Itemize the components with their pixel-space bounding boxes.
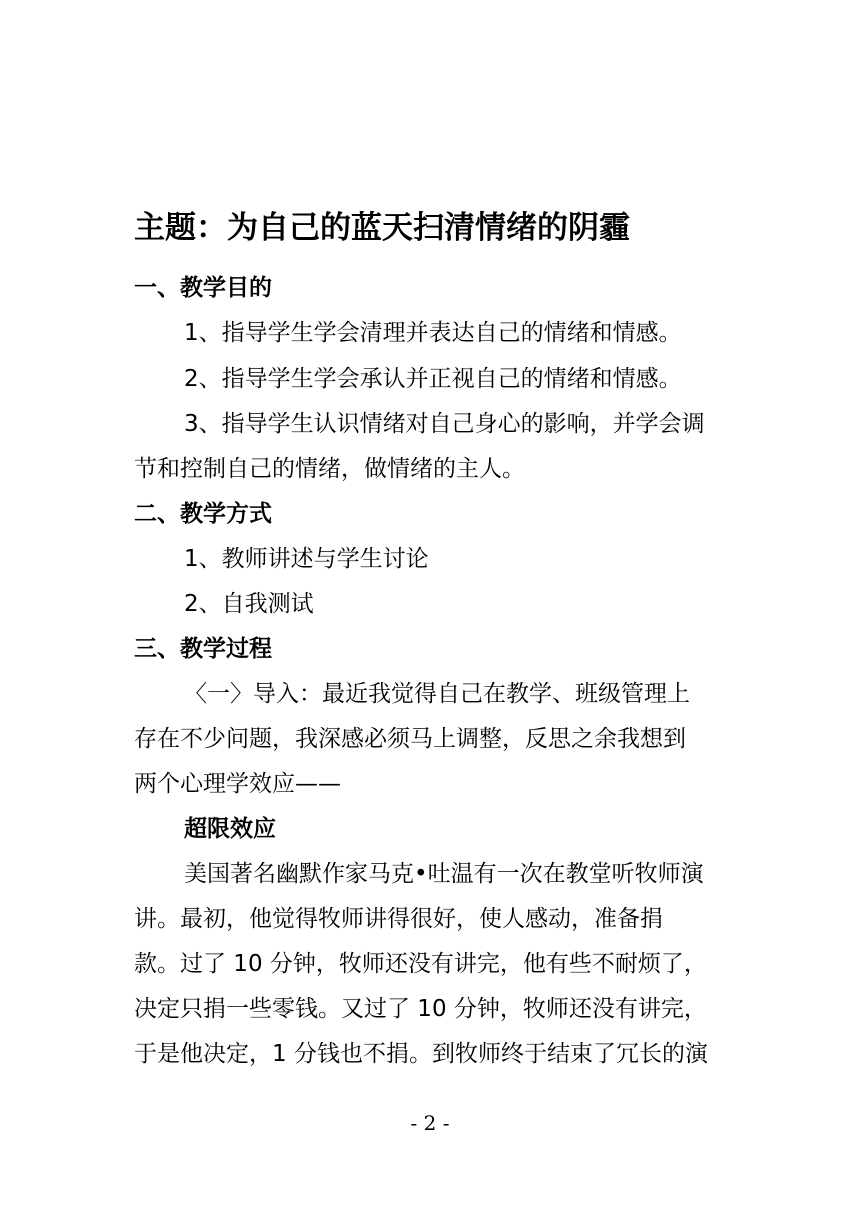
- story-line-3: 款。过了 10 分钟，牧师还没有讲完，他有些不耐烦了，: [134, 951, 707, 977]
- story-line-4: 决定只捐一些零钱。又过了 10 分钟，牧师还没有讲完，: [134, 996, 707, 1022]
- method-item-1: 1、教师讲述与学生讨论: [184, 546, 429, 572]
- story-line-5: 于是他决定，1 分钱也不捐。到牧师终于结束了冗长的演: [134, 1041, 708, 1067]
- section-heading-teaching-objectives: 一、教学目的: [134, 275, 272, 301]
- section-heading-teaching-methods: 二、教学方式: [134, 501, 272, 527]
- method-item-2: 2、自我测试: [184, 591, 314, 617]
- objective-item-3-line-2: 节和控制自己的情绪，做情绪的主人。: [134, 456, 525, 482]
- story-line-2: 讲。最初，他觉得牧师讲得很好，使人感动，准备捐: [134, 906, 663, 932]
- objective-item-3-line-1: 3、指导学生认识情绪对自己身心的影响，并学会调: [184, 411, 705, 437]
- effect-subheading: 超限效应: [184, 816, 276, 842]
- section-heading-teaching-process: 三、教学过程: [134, 636, 272, 662]
- introduction-line-3: 两个心理学效应——: [134, 771, 341, 797]
- introduction-line-1: 〈一〉导入：最近我觉得自己在教学、班级管理上: [184, 681, 690, 707]
- introduction-line-2: 存在不少问题，我深感必须马上调整，反思之余我想到: [134, 726, 686, 752]
- story-line-1: 美国著名幽默作家马克•吐温有一次在教堂听牧师演: [184, 861, 704, 887]
- objective-item-2: 2、指导学生学会承认并正视自己的情绪和情感。: [184, 366, 682, 392]
- document-title: 主题：为自己的蓝天扫清情绪的阴霾: [134, 210, 630, 246]
- page-number: - 2 -: [410, 1111, 450, 1135]
- objective-item-1: 1、指导学生学会清理并表达自己的情绪和情感。: [184, 320, 682, 346]
